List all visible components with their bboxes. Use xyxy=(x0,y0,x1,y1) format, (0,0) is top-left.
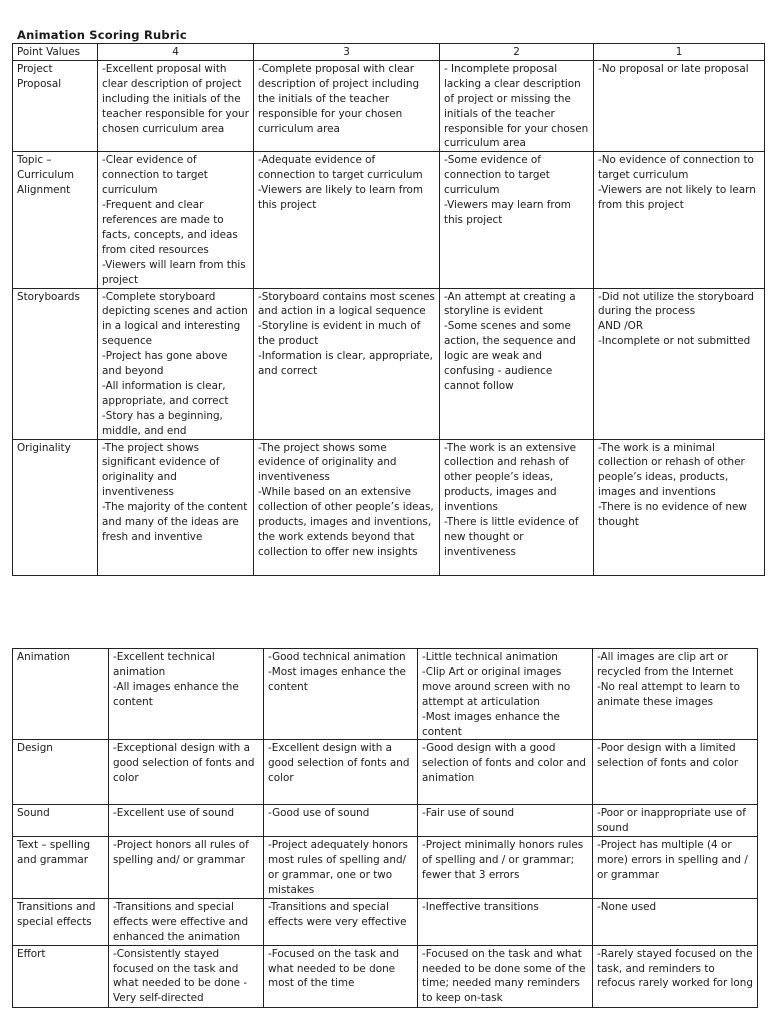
header-score-3: 3 xyxy=(254,44,440,61)
rubric-cell: -Excellent use of sound xyxy=(109,805,264,837)
rubric-cell: -No proposal or late proposal xyxy=(594,60,765,151)
rubric-cell: -Project minimally honors rules of spelling and / or grammar; fewer that 3 errors xyxy=(418,837,593,899)
rubric-cell: -No evidence of connection to target curriculum -Viewers are not likely to learn from this project xyxy=(594,152,765,288)
rubric-cell: -Poor design with a limited selection of fonts and color xyxy=(593,740,758,805)
header-point-values: Point Values xyxy=(13,44,98,61)
rubric-cell: -Transitions and special effects were effective and enhanced the animation xyxy=(109,898,264,945)
criterion-label: Animation xyxy=(13,649,109,740)
table-row xyxy=(13,152,765,288)
table-row xyxy=(13,898,758,945)
criterion-label: Topic – Curriculum Alignment xyxy=(13,152,98,288)
rubric-cell: -Did not utilize the storyboard during the process AND /OR -Incomplete or not submitted xyxy=(594,288,765,439)
table-row xyxy=(13,439,765,575)
rubric-cell: -An attempt at creating a storyline is evident -Some scenes and some action, the sequence and logic are weak and confusing - audience cannot follow xyxy=(440,288,594,439)
rubric-cell: -Ineffective transitions xyxy=(418,898,593,945)
rubric-cell: -The work is a minimal collection or rehash of other people’s ideas, products, images and inventions -There is no evidence of new thought xyxy=(594,439,765,575)
rubric-cell: -The project shows significant evidence of originality and inventiveness -The majority of the content and many of the ideas are fresh and inventive xyxy=(98,439,254,575)
table-row xyxy=(13,837,758,899)
criterion-label: Originality xyxy=(13,439,98,575)
rubric-cell: -Clear evidence of connection to target curriculum -Frequent and clear references are made to facts, concepts, and ideas from cited resources -Viewers will learn from this project xyxy=(98,152,254,288)
criterion-label: Transitions and special effects xyxy=(13,898,109,945)
rubric-cell: -Complete storyboard depicting scenes and action in a logical and interesting sequence -Project has gone above and beyond -All information is clear, appropriate, and correct -Story has a beginning, middle, and end xyxy=(98,288,254,439)
criterion-label: Effort xyxy=(13,945,109,1007)
rubric-cell: -None used xyxy=(593,898,758,945)
table-row xyxy=(13,945,758,1007)
header-score-2: 2 xyxy=(440,44,594,61)
rubric-cell: -Exceptional design with a good selection of fonts and color xyxy=(109,740,264,805)
criterion-label: Sound xyxy=(13,805,109,837)
rubric-cell: -Focused on the task and what needed to be done most of the time xyxy=(264,945,418,1007)
rubric-cell: -The project shows some evidence of originality and inventiveness -While based on an extensive collection of other people’s ideas, products, images and inventions, the work extends beyond that collection to offer new insights xyxy=(254,439,440,575)
header-score-4: 4 xyxy=(98,44,254,61)
rubric-cell: -Poor or inappropriate use of sound xyxy=(593,805,758,837)
criterion-label: Text – spelling and grammar xyxy=(13,837,109,899)
rubric-cell: -Good use of sound xyxy=(264,805,418,837)
rubric-cell: -Project honors all rules of spelling and/ or grammar xyxy=(109,837,264,899)
rubric-cell: -All images are clip art or recycled from the Internet -No real attempt to learn to animate these images xyxy=(593,649,758,740)
rubric-table-part-2 xyxy=(12,648,758,1008)
rubric-cell: -Project has multiple (4 or more) errors in spelling and / or grammar xyxy=(593,837,758,899)
rubric-cell: -Adequate evidence of connection to target curriculum -Viewers are likely to learn from this project xyxy=(254,152,440,288)
rubric-cell: -Excellent technical animation -All images enhance the content xyxy=(109,649,264,740)
header-score-1: 1 xyxy=(594,44,765,61)
rubric-cell: -Focused on the task and what needed to be done some of the time; needed many reminders to keep on-task xyxy=(418,945,593,1007)
criterion-label: Design xyxy=(13,740,109,805)
rubric-cell: -Rarely stayed focused on the task, and reminders to refocus rarely worked for long xyxy=(593,945,758,1007)
rubric-cell: -Storyboard contains most scenes and action in a logical sequence -Storyline is evident in much of the product -Information is clear, appropriate, and correct xyxy=(254,288,440,439)
table-row xyxy=(13,60,765,151)
rubric-cell: -Good technical animation -Most images enhance the content xyxy=(264,649,418,740)
rubric-cell: -Excellent proposal with clear description of project including the initials of the teacher responsible for your chosen curriculum area xyxy=(98,60,254,151)
rubric-cell: - Incomplete proposal lacking a clear description of project or missing the initials of the teacher responsible for your chosen curriculum area xyxy=(440,60,594,151)
rubric-cell: -Complete proposal with clear description of project including the initials of the teacher responsible for your chosen curriculum area xyxy=(254,60,440,151)
rubric-cell: -Some evidence of connection to target curriculum -Viewers may learn from this project xyxy=(440,152,594,288)
rubric-table-part-1 xyxy=(12,43,765,576)
rubric-cell: -Little technical animation -Clip Art or original images move around screen with no attempt at articulation -Most images enhance the content xyxy=(418,649,593,740)
table-row xyxy=(13,740,758,805)
table-row xyxy=(13,288,765,439)
rubric-cell: -Good design with a good selection of fonts and color and animation xyxy=(418,740,593,805)
rubric-cell: -The work is an extensive collection and rehash of other people’s ideas, products, images and inventions -There is little evidence of new thought or inventiveness xyxy=(440,439,594,575)
header-row xyxy=(13,44,765,61)
rubric-cell: -Fair use of sound xyxy=(418,805,593,837)
table-row xyxy=(13,649,758,740)
criterion-label: Project Proposal xyxy=(13,60,98,151)
criterion-label: Storyboards xyxy=(13,288,98,439)
rubric-cell: -Consistently stayed focused on the task and what needed to be done - Very self-directed xyxy=(109,945,264,1007)
table-row xyxy=(13,805,758,837)
rubric-cell: -Transitions and special effects were very effective xyxy=(264,898,418,945)
rubric-cell: -Project adequately honors most rules of spelling and/ or grammar, one or two mistakes xyxy=(264,837,418,899)
rubric-cell: -Excellent design with a good selection of fonts and color xyxy=(264,740,418,805)
page-title: Animation Scoring Rubric xyxy=(17,28,187,42)
